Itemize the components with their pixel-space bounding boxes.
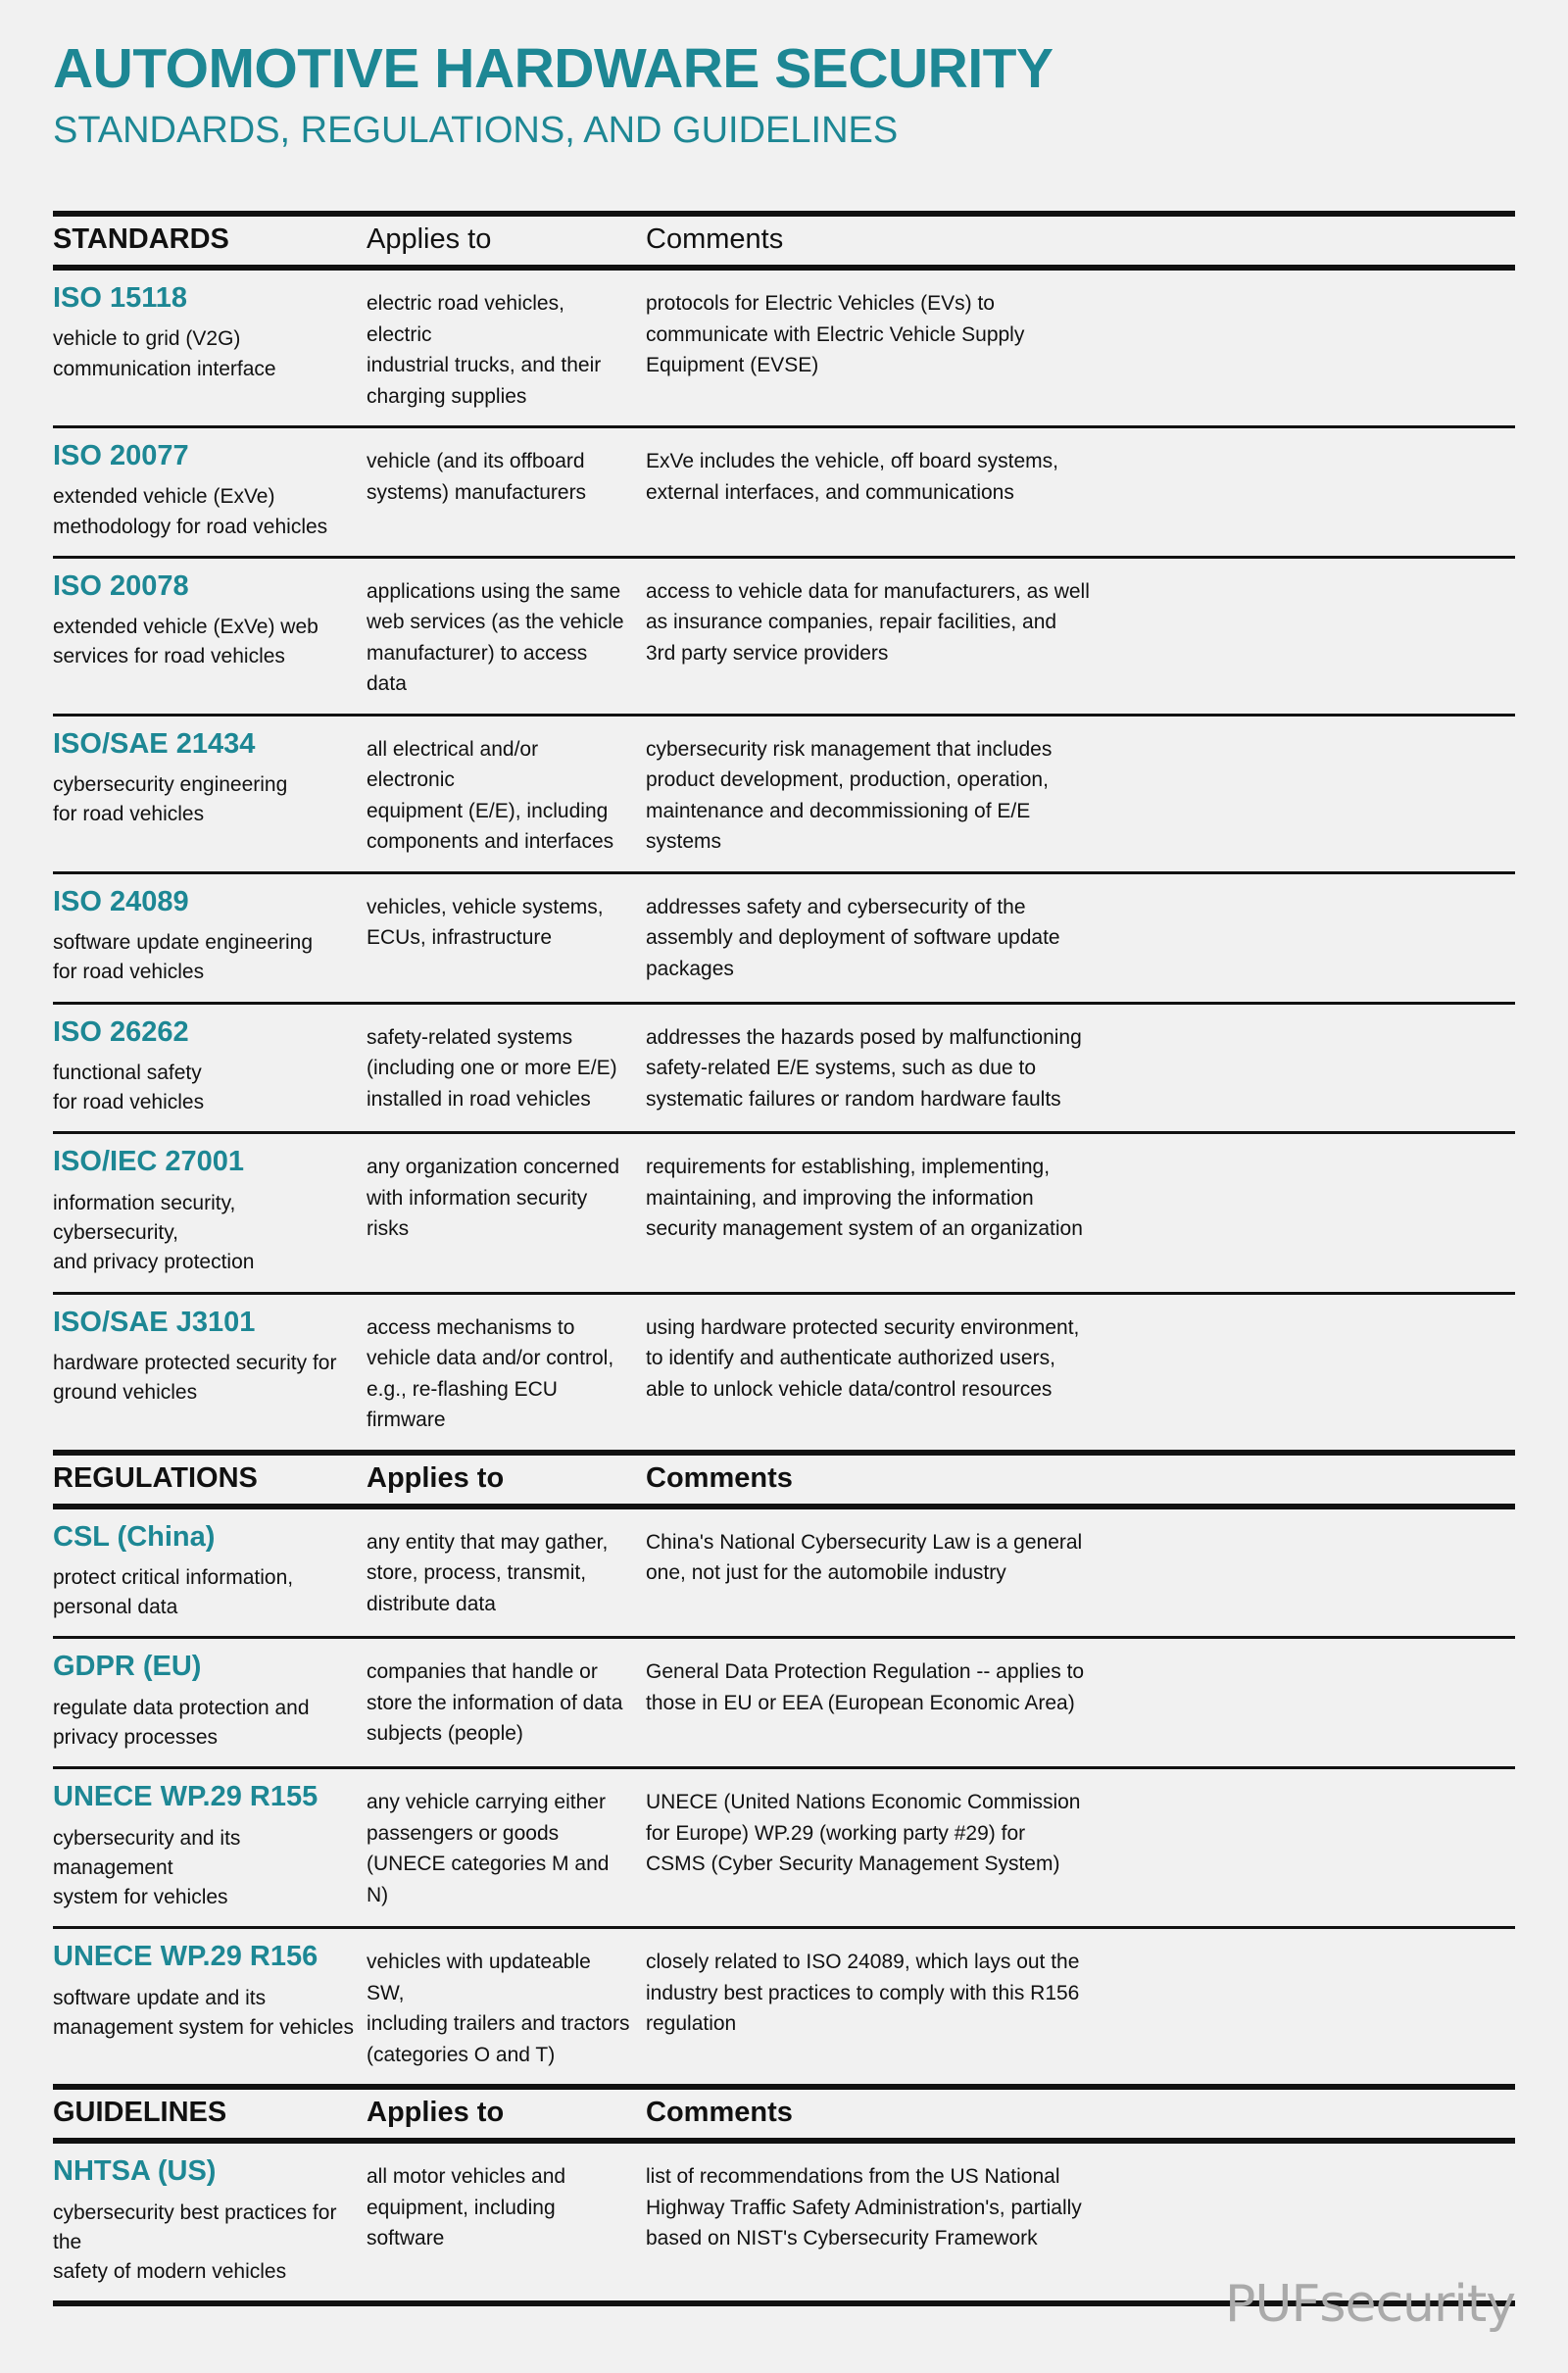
row-name-cell <box>53 1146 367 1277</box>
row-name-cell <box>53 886 367 988</box>
standard-name: CSL (China) <box>53 1520 216 1553</box>
applies-to-text: access mechanisms to vehicle data and/or control, e.g., re-flashing ECU firmware <box>367 1315 614 1432</box>
applies-to-text: any organization concerned with information security risks <box>367 1156 620 1241</box>
section-heading: REGULATIONS <box>53 1461 258 1494</box>
row-applies-to-cell <box>367 570 646 700</box>
row-applies-to-cell <box>367 1146 646 1245</box>
row-name-cell <box>53 1016 367 1118</box>
table-row <box>53 1134 1515 1291</box>
row-applies-to-cell <box>367 728 646 858</box>
column-header-comments: Comments <box>646 2097 793 2129</box>
table-row <box>53 271 1515 425</box>
page-title: AUTOMOTIVE HARDWARE SECURITY <box>53 37 1054 100</box>
row-applies-to-cell <box>367 1307 646 1436</box>
applies-to-text: electric road vehicles, electric industrial trucks, and their charging supplies <box>367 292 602 408</box>
applies-to-text: any entity that may gather, store, process, transmit, distribute data <box>367 1530 609 1615</box>
section-header-1 <box>53 217 1515 265</box>
row-applies-to-cell <box>367 1651 646 1750</box>
table-row <box>53 874 1515 1002</box>
standard-description: cybersecurity best practices for the safety of modern vehicles <box>53 2200 337 2284</box>
row-applies-to-cell <box>367 440 646 508</box>
standard-description: extended vehicle (ExVe) methodology for road vehicles <box>53 485 328 538</box>
standard-name: UNECE WP.29 R156 <box>53 1941 318 1973</box>
comments-text: China's National Cybersecurity Law is a general one, not just for the automobile industry <box>646 1530 1083 1585</box>
row-comments-cell <box>646 440 1515 508</box>
standard-description: cybersecurity engineering for road vehicles <box>53 773 288 826</box>
comments-text: UNECE (United Nations Economic Commission for Europe) WP.29 (working party #29) for CSMS (Cyber Security Management System) <box>646 1791 1081 1876</box>
row-name-cell <box>53 440 367 542</box>
applies-to-text: vehicle (and its offboard systems) manufacturers <box>367 450 587 504</box>
footer-logo <box>1225 2275 1515 2334</box>
row-comments-cell <box>646 1146 1515 1245</box>
applies-to-text: vehicles with updateable SW, including trailers and tractors (categories O and T) <box>367 1951 630 2066</box>
column-header-applies-to: Applies to <box>367 1461 505 1494</box>
standard-description: functional safety for road vehicles <box>53 1062 205 1114</box>
pufsecurity-logo: PUFsecurity <box>1225 2275 1515 2334</box>
row-name-cell <box>53 1781 367 1912</box>
applies-to-text: all motor vehicles and equipment, including software <box>367 2165 566 2250</box>
applies-to-text: all electrical and/or electronic equipment (E/E), including components and interfaces <box>367 737 614 854</box>
comments-text: addresses safety and cybersecurity of the assembly and deployment of software update packages <box>646 895 1060 980</box>
row-name-cell <box>53 1307 367 1409</box>
table-row <box>53 428 1515 556</box>
applies-to-text: applications using the same web services (as the vehicle manufacturer) to access data <box>367 579 624 696</box>
standard-name: ISO 26262 <box>53 1015 189 1048</box>
standard-name: ISO 15118 <box>53 282 188 315</box>
row-comments-cell <box>646 282 1515 381</box>
table-row <box>53 1769 1515 1926</box>
row-name-cell <box>53 282 367 384</box>
standard-description: protect critical information, personal data <box>53 1565 294 1619</box>
standard-name: ISO 20078 <box>53 569 189 602</box>
row-comments-cell <box>646 1781 1515 1880</box>
row-comments-cell <box>646 728 1515 858</box>
row-comments-cell <box>646 1521 1515 1589</box>
comments-text: list of recommendations from the US National Highway Traffic Safety Administration's, partially based on NIST's Cybersecurity Framework <box>646 2165 1082 2250</box>
row-comments-cell <box>646 1016 1515 1115</box>
standard-description: cybersecurity and its management system for vehicles <box>53 1826 241 1908</box>
standard-name: ISO/SAE 21434 <box>53 727 256 760</box>
row-name-cell <box>53 1651 367 1753</box>
comments-text: protocols for Electric Vehicles (EVs) to communicate with Electric Vehicle Supply Equipment (EVSE) <box>646 292 1025 377</box>
table-row <box>53 1295 1515 1450</box>
comments-text: access to vehicle data for manufacturers, as well as insurance companies, repair facilities, and 3rd party service providers <box>646 579 1090 665</box>
section-heading: STANDARDS <box>53 223 229 256</box>
row-comments-cell <box>646 2155 1515 2254</box>
standard-description: regulate data protection and privacy processes <box>53 1696 310 1749</box>
standard-name: ISO/SAE J3101 <box>53 1306 256 1338</box>
row-name-cell <box>53 1941 367 2043</box>
row-applies-to-cell <box>367 1781 646 1910</box>
standards-table <box>53 211 1515 2306</box>
section-header-2 <box>53 1456 1515 1504</box>
row-applies-to-cell <box>367 886 646 954</box>
row-applies-to-cell <box>367 1521 646 1620</box>
comments-text: General Data Protection Regulation -- applies to those in EU or EEA (European Economic Area) <box>646 1660 1085 1714</box>
page-subtitle: STANDARDS, REGULATIONS, AND GUIDELINES <box>53 109 899 151</box>
applies-to-text: companies that handle or store the information of data subjects (people) <box>367 1660 623 1746</box>
row-name-cell <box>53 570 367 672</box>
row-name-cell <box>53 728 367 830</box>
standard-name: ISO/IEC 27001 <box>53 1146 245 1178</box>
comments-text: addresses the hazards posed by malfunctioning safety-related E/E systems, such as due to systematic failures or random hardware faults <box>646 1025 1082 1111</box>
standard-description: information security, cybersecurity, and privacy protection <box>53 1191 255 1274</box>
row-applies-to-cell <box>367 1941 646 2070</box>
standard-name: UNECE WP.29 R155 <box>53 1781 318 1813</box>
section-header-3 <box>53 2090 1515 2138</box>
standard-name: GDPR (EU) <box>53 1651 202 1683</box>
column-header-applies-to: Applies to <box>367 223 492 256</box>
row-comments-cell <box>646 1941 1515 2040</box>
comments-text: requirements for establishing, implementing, maintaining, and improving the information security management system of an organization <box>646 1156 1083 1241</box>
row-applies-to-cell <box>367 282 646 412</box>
standard-description: software update engineering for road vehicles <box>53 931 314 984</box>
column-header-comments: Comments <box>646 1461 793 1494</box>
standard-name: ISO 20077 <box>53 440 189 472</box>
column-header-comments: Comments <box>646 223 784 256</box>
comments-text: using hardware protected security environment, to identify and authenticate authorized users, able to unlock vehicle data/control resources <box>646 1315 1080 1401</box>
standard-description: extended vehicle (ExVe) web services for road vehicles <box>53 616 318 668</box>
standard-description: software update and its management system for vehicles <box>53 1986 354 2039</box>
comments-text: cybersecurity risk management that includes product development, production, operation, maintenance and decommissioning of E/E systems <box>646 737 1053 854</box>
row-applies-to-cell <box>367 2155 646 2254</box>
table-row <box>53 717 1515 871</box>
page-header <box>53 0 1515 154</box>
table-row <box>53 1929 1515 2084</box>
table-row <box>53 1509 1515 1637</box>
section-heading: GUIDELINES <box>53 2097 227 2129</box>
row-name-cell <box>53 1521 367 1623</box>
applies-to-text: any vehicle carrying either passengers or goods (UNECE categories M and N) <box>367 1791 610 1906</box>
standard-description: hardware protected security for ground vehicles <box>53 1351 337 1405</box>
comments-text: closely related to ISO 24089, which lays out the industry best practices to comply with this R156 regulation <box>646 1951 1080 2036</box>
row-applies-to-cell <box>367 1016 646 1115</box>
row-comments-cell <box>646 570 1515 669</box>
table-row <box>53 559 1515 714</box>
applies-to-text: safety-related systems (including one or more E/E) installed in road vehicles <box>367 1025 617 1111</box>
comments-text: ExVe includes the vehicle, off board systems, external interfaces, and communications <box>646 450 1059 504</box>
row-comments-cell <box>646 1651 1515 1718</box>
column-header-applies-to: Applies to <box>367 2097 505 2129</box>
standard-name: NHTSA (US) <box>53 2155 217 2188</box>
standard-name: ISO 24089 <box>53 885 189 917</box>
row-comments-cell <box>646 1307 1515 1406</box>
standard-description: vehicle to grid (V2G) communication interface <box>53 327 276 380</box>
row-name-cell <box>53 2155 367 2287</box>
table-row <box>53 1005 1515 1132</box>
applies-to-text: vehicles, vehicle systems, ECUs, infrastructure <box>367 895 604 950</box>
row-comments-cell <box>646 886 1515 985</box>
table-row <box>53 1639 1515 1766</box>
